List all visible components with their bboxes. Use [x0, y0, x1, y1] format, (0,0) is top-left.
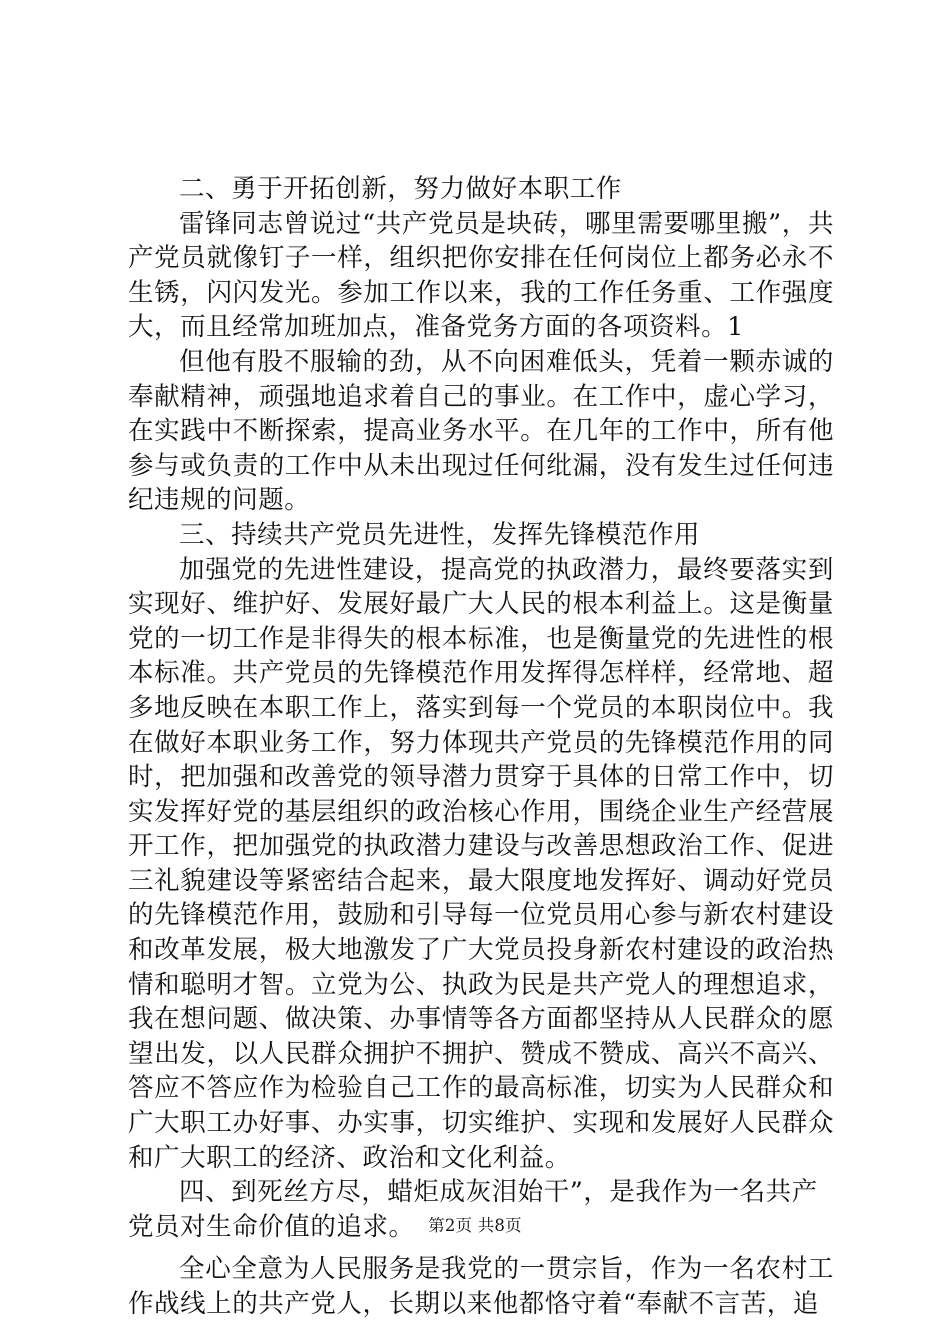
paragraph-party-advancement: 加强党的先进性建设，提高党的执政潜力，最终要落实到实现好、维护好、发展好最广大人民的根本利益上。这是衡量党的一切工作是非得失的根本标准，也是衡量党的先进性的根本标准。共产党员的先锋模范作用发挥得怎样样，经常地、超多地反映在本职工作上，落实到每一个党员的本职岗位中。我在做好本职业务工作，努力体现共产党员的先锋模范作用的同时，把加强和改善党的领导潜力贯穿于具体的日常工作中，切实发挥好党的基层组织的政治核心作用，围绕企业生产经营展开工作，把加强党的执政潜力建设与改善思想政治工作、促进三礼貌建设等紧密结合起来，最大限度地发挥好、调动好党员的先锋模范作用，鼓励和引导每一位党员用心参与新农村建设和改革发展，极大地激发了广大党员投身新农村建设的政治热情和聪明才智。立党为公、执政为民是共产党人的理想追求，我在想问题、做决策、办事情等各方面都坚持从人民群众的愿望出发，以人民群众拥护不拥护、赞成不赞成、高兴不高兴、答应不答应作为检验自己工作的最高标准，切实为人民群众和广大职工办好事、办实事，切实维护、实现和发展好人民群众和广大职工的经济、政治和文化利益。	[128, 554, 834, 1173]
paragraph-leifeng-quote: 雷锋同志曾说过“共产党员是块砖，哪里需要哪里搬”，共产党员就像钉子一样，组织把你安排在任何岗位上都务必永不生锈，闪闪发光。参加工作以来，我的工作任务重、工作强度大，而且经常加班加点，准备党务方面的各项资料。1	[128, 208, 834, 343]
page-footer	[0, 1215, 950, 1237]
section-heading-4: 四、到死丝方尽，蜡炬成灰泪始干”，是我作为一名共产党员对生命价值的追求。	[128, 1177, 818, 1242]
section-heading-3: 三、持续共产党员先进性，发挥先锋模范作用	[179, 519, 701, 550]
page-number-label: 第2页 共8页	[428, 1216, 522, 1235]
paragraph-never-give-up: 但他有股不服输的劲，从不向困难低头，凭着一颗赤诚的奉献精神，顽强地追求着自己的事业。在工作中，虚心学习，在实践中不断探索，提高业务水平。在几年的工作中，所有他参与或负责的工作中从未出现过任何纰漏，没有发生过任何违纪违规的问题。	[128, 346, 834, 516]
document-body	[128, 172, 834, 1322]
section-heading-2: 二、勇于开拓创新，努力做好本职工作	[179, 174, 622, 204]
paragraph-serve-the-people: 全心全意为人民服务是我党的一贯宗旨，作为一名农村工作战线上的共产党人，长期以来他都恪守着“奉献不言苦，追	[128, 1254, 834, 1319]
